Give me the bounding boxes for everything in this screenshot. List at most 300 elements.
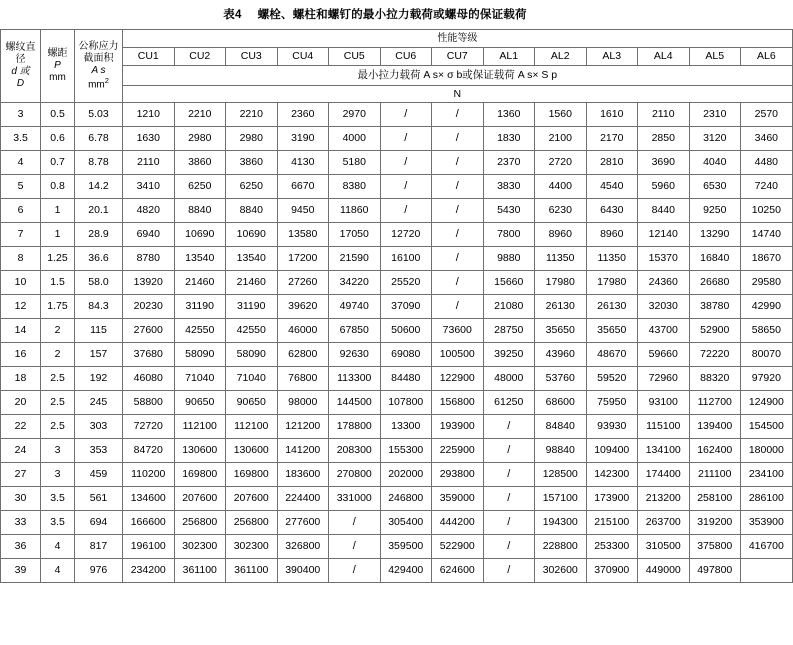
cell-load-al2: 68600 bbox=[535, 391, 587, 415]
cell-load-cu4: 224400 bbox=[277, 487, 329, 511]
cell-load-al6: 180000 bbox=[741, 439, 793, 463]
cell-load-cu3: 13540 bbox=[226, 247, 278, 271]
cell-load-al5: 88320 bbox=[689, 367, 741, 391]
header-grade-cu4: CU4 bbox=[277, 48, 329, 66]
cell-load-al4: 2110 bbox=[638, 103, 690, 127]
cell-stress-area: 561 bbox=[75, 487, 123, 511]
cell-load-al2: 1560 bbox=[535, 103, 587, 127]
cell-load-cu6: / bbox=[380, 175, 432, 199]
cell-load-cu4: 121200 bbox=[277, 415, 329, 439]
cell-load-cu4: 76800 bbox=[277, 367, 329, 391]
cell-load-cu1: 27600 bbox=[123, 319, 175, 343]
cell-load-al1: 5430 bbox=[483, 199, 535, 223]
header-grade-cu2: CU2 bbox=[174, 48, 226, 66]
cell-load-al1: / bbox=[483, 439, 535, 463]
cell-thread-diameter: 33 bbox=[1, 511, 41, 535]
cell-load-cu3: 8840 bbox=[226, 199, 278, 223]
cell-load-al3: 142300 bbox=[586, 463, 638, 487]
cell-load-cu5: / bbox=[329, 511, 381, 535]
cell-stress-area: 28.9 bbox=[75, 223, 123, 247]
table-row bbox=[1, 511, 793, 535]
cell-load-al2: 6230 bbox=[535, 199, 587, 223]
cell-load-al5: 258100 bbox=[689, 487, 741, 511]
cell-load-al1: 1360 bbox=[483, 103, 535, 127]
cell-load-al5: 26680 bbox=[689, 271, 741, 295]
cell-load-cu4: 62800 bbox=[277, 343, 329, 367]
cell-pitch: 3 bbox=[41, 439, 75, 463]
cell-load-cu2: 302300 bbox=[174, 535, 226, 559]
cell-load-al2: 17980 bbox=[535, 271, 587, 295]
cell-load-cu5: 178800 bbox=[329, 415, 381, 439]
cell-load-cu7: / bbox=[432, 103, 484, 127]
cell-load-cu5: 34220 bbox=[329, 271, 381, 295]
header-thread-diameter: 螺纹直 径 d 或 D bbox=[1, 30, 41, 103]
cell-load-al3: 215100 bbox=[586, 511, 638, 535]
cell-load-cu7: / bbox=[432, 151, 484, 175]
cell-load-cu7: 122900 bbox=[432, 367, 484, 391]
cell-load-al6: 4480 bbox=[741, 151, 793, 175]
cell-load-cu4: 141200 bbox=[277, 439, 329, 463]
cell-load-cu2: 58090 bbox=[174, 343, 226, 367]
cell-load-cu4: 3190 bbox=[277, 127, 329, 151]
table-row bbox=[1, 295, 793, 319]
table-caption bbox=[0, 0, 750, 29]
cell-load-cu4: 6670 bbox=[277, 175, 329, 199]
cell-load-cu1: 8780 bbox=[123, 247, 175, 271]
table-row bbox=[1, 223, 793, 247]
header-grade-al4: AL4 bbox=[638, 48, 690, 66]
cell-load-al3: 253300 bbox=[586, 535, 638, 559]
table-row bbox=[1, 103, 793, 127]
cell-load-cu3: 90650 bbox=[226, 391, 278, 415]
cell-load-cu4: 326800 bbox=[277, 535, 329, 559]
cell-load-cu6: 25520 bbox=[380, 271, 432, 295]
cell-load-cu3: 302300 bbox=[226, 535, 278, 559]
cell-load-al2: 53760 bbox=[535, 367, 587, 391]
cell-pitch: 3.5 bbox=[41, 511, 75, 535]
cell-load-al5: 9250 bbox=[689, 199, 741, 223]
cell-load-al6: 29580 bbox=[741, 271, 793, 295]
cell-pitch: 1.75 bbox=[41, 295, 75, 319]
cell-load-cu4: 390400 bbox=[277, 559, 329, 583]
cell-load-cu1: 1210 bbox=[123, 103, 175, 127]
cell-load-cu2: 21460 bbox=[174, 271, 226, 295]
cell-stress-area: 694 bbox=[75, 511, 123, 535]
cell-load-al4: 310500 bbox=[638, 535, 690, 559]
cell-stress-area: 115 bbox=[75, 319, 123, 343]
header-grade-al3: AL3 bbox=[586, 48, 638, 66]
header-grade-cu1: CU1 bbox=[123, 48, 175, 66]
cell-load-cu7: / bbox=[432, 199, 484, 223]
cell-load-cu5: 49740 bbox=[329, 295, 381, 319]
spec-table bbox=[0, 29, 793, 583]
cell-load-cu4: 183600 bbox=[277, 463, 329, 487]
table-head bbox=[1, 30, 793, 103]
cell-load-al2: 98840 bbox=[535, 439, 587, 463]
cell-load-cu6: 246800 bbox=[380, 487, 432, 511]
cell-load-cu3: 169800 bbox=[226, 463, 278, 487]
cell-load-cu5: 331000 bbox=[329, 487, 381, 511]
cell-thread-diameter: 8 bbox=[1, 247, 41, 271]
cell-load-al4: 59660 bbox=[638, 343, 690, 367]
cell-stress-area: 353 bbox=[75, 439, 123, 463]
cell-load-al3: 109400 bbox=[586, 439, 638, 463]
cell-stress-area: 245 bbox=[75, 391, 123, 415]
cell-load-cu6: / bbox=[380, 199, 432, 223]
cell-load-cu1: 134600 bbox=[123, 487, 175, 511]
cell-load-al3: 48670 bbox=[586, 343, 638, 367]
cell-load-al6 bbox=[741, 559, 793, 583]
cell-load-cu4: 27260 bbox=[277, 271, 329, 295]
table-title: 螺栓、螺柱和螺钉的最小拉力载荷或螺母的保证载荷 bbox=[257, 9, 527, 21]
cell-load-cu1: 58800 bbox=[123, 391, 175, 415]
cell-load-al3: 173900 bbox=[586, 487, 638, 511]
cell-load-al3: 6430 bbox=[586, 199, 638, 223]
cell-pitch: 0.8 bbox=[41, 175, 75, 199]
table-row bbox=[1, 487, 793, 511]
cell-load-al4: 8440 bbox=[638, 199, 690, 223]
table-row bbox=[1, 391, 793, 415]
cell-load-al2: 4400 bbox=[535, 175, 587, 199]
cell-load-cu3: 2210 bbox=[226, 103, 278, 127]
cell-load-al6: 124900 bbox=[741, 391, 793, 415]
cell-load-al2: 8960 bbox=[535, 223, 587, 247]
cell-load-al5: 319200 bbox=[689, 511, 741, 535]
cell-pitch: 1 bbox=[41, 199, 75, 223]
header-stress-area: 公称应力 截面积 A s $mm^2$ bbox=[75, 30, 123, 103]
cell-load-cu2: 3860 bbox=[174, 151, 226, 175]
cell-load-cu5: 5180 bbox=[329, 151, 381, 175]
cell-load-cu3: 112100 bbox=[226, 415, 278, 439]
header-grade-group: 性能等级 bbox=[123, 30, 793, 48]
cell-load-cu3: 10690 bbox=[226, 223, 278, 247]
cell-load-cu3: 71040 bbox=[226, 367, 278, 391]
cell-load-cu5: 144500 bbox=[329, 391, 381, 415]
cell-load-cu5: 21590 bbox=[329, 247, 381, 271]
table-row bbox=[1, 535, 793, 559]
cell-load-cu3: 207600 bbox=[226, 487, 278, 511]
cell-load-cu1: 72720 bbox=[123, 415, 175, 439]
cell-load-cu3: 6250 bbox=[226, 175, 278, 199]
cell-load-al3: 26130 bbox=[586, 295, 638, 319]
cell-load-al6: 3460 bbox=[741, 127, 793, 151]
cell-load-al3: 11350 bbox=[586, 247, 638, 271]
header-grade-al2: AL2 bbox=[535, 48, 587, 66]
cell-thread-diameter: 12 bbox=[1, 295, 41, 319]
cell-load-al4: 12140 bbox=[638, 223, 690, 247]
cell-load-al3: 93930 bbox=[586, 415, 638, 439]
cell-pitch: 0.5 bbox=[41, 103, 75, 127]
cell-load-cu1: 46080 bbox=[123, 367, 175, 391]
cell-load-al5: 52900 bbox=[689, 319, 741, 343]
cell-load-cu7: / bbox=[432, 223, 484, 247]
cell-load-al4: 449000 bbox=[638, 559, 690, 583]
cell-load-cu4: 39620 bbox=[277, 295, 329, 319]
cell-load-al5: 162400 bbox=[689, 439, 741, 463]
cell-load-cu2: 6250 bbox=[174, 175, 226, 199]
cell-thread-diameter: 20 bbox=[1, 391, 41, 415]
cell-thread-diameter: 4 bbox=[1, 151, 41, 175]
cell-load-al5: 72220 bbox=[689, 343, 741, 367]
cell-load-al2: 157100 bbox=[535, 487, 587, 511]
header-grade-cu3: CU3 bbox=[226, 48, 278, 66]
cell-load-cu7: / bbox=[432, 175, 484, 199]
cell-load-cu7: 624600 bbox=[432, 559, 484, 583]
cell-load-cu5: 17050 bbox=[329, 223, 381, 247]
cell-load-cu6: 13300 bbox=[380, 415, 432, 439]
cell-load-cu7: 225900 bbox=[432, 439, 484, 463]
cell-load-al2: 302600 bbox=[535, 559, 587, 583]
cell-load-al4: 15370 bbox=[638, 247, 690, 271]
cell-thread-diameter: 5 bbox=[1, 175, 41, 199]
cell-load-cu3: 256800 bbox=[226, 511, 278, 535]
cell-thread-diameter: 27 bbox=[1, 463, 41, 487]
table-row bbox=[1, 439, 793, 463]
cell-load-al4: 93100 bbox=[638, 391, 690, 415]
cell-load-al1: / bbox=[483, 535, 535, 559]
cell-load-cu1: 6940 bbox=[123, 223, 175, 247]
cell-load-cu7: / bbox=[432, 127, 484, 151]
cell-load-al1: 3830 bbox=[483, 175, 535, 199]
cell-load-al4: 213200 bbox=[638, 487, 690, 511]
table-row bbox=[1, 463, 793, 487]
header-grade-cu5: CU5 bbox=[329, 48, 381, 66]
cell-pitch: 3.5 bbox=[41, 487, 75, 511]
cell-thread-diameter: 6 bbox=[1, 199, 41, 223]
cell-load-cu4: 17200 bbox=[277, 247, 329, 271]
cell-load-al3: 75950 bbox=[586, 391, 638, 415]
cell-thread-diameter: 24 bbox=[1, 439, 41, 463]
cell-thread-diameter: 22 bbox=[1, 415, 41, 439]
cell-load-cu7: 293800 bbox=[432, 463, 484, 487]
cell-load-cu4: 13580 bbox=[277, 223, 329, 247]
cell-load-cu5: / bbox=[329, 535, 381, 559]
cell-load-cu6: 16100 bbox=[380, 247, 432, 271]
table-body bbox=[1, 103, 793, 583]
table-row bbox=[1, 343, 793, 367]
header-formula: 最小拉力载荷 A s× σ b或保证载荷 A s× S p bbox=[123, 66, 793, 86]
cell-load-cu2: 361100 bbox=[174, 559, 226, 583]
cell-load-al1: 28750 bbox=[483, 319, 535, 343]
cell-load-al6: 58650 bbox=[741, 319, 793, 343]
cell-load-cu2: 71040 bbox=[174, 367, 226, 391]
header-grade-al6: AL6 bbox=[741, 48, 793, 66]
cell-load-cu6: 155300 bbox=[380, 439, 432, 463]
cell-stress-area: 157 bbox=[75, 343, 123, 367]
cell-load-cu6: / bbox=[380, 127, 432, 151]
cell-load-al1: / bbox=[483, 559, 535, 583]
cell-load-cu1: 84720 bbox=[123, 439, 175, 463]
cell-load-al5: 4040 bbox=[689, 151, 741, 175]
cell-thread-diameter: 10 bbox=[1, 271, 41, 295]
cell-load-al3: 4540 bbox=[586, 175, 638, 199]
cell-load-cu5: 8380 bbox=[329, 175, 381, 199]
cell-load-cu6: / bbox=[380, 151, 432, 175]
cell-stress-area: 84.3 bbox=[75, 295, 123, 319]
cell-load-al5: 497800 bbox=[689, 559, 741, 583]
cell-load-cu2: 42550 bbox=[174, 319, 226, 343]
cell-load-al4: 115100 bbox=[638, 415, 690, 439]
cell-pitch: 3 bbox=[41, 463, 75, 487]
cell-load-cu5: 67850 bbox=[329, 319, 381, 343]
cell-load-al6: 10250 bbox=[741, 199, 793, 223]
table-number: 表4 bbox=[223, 9, 242, 21]
table-row bbox=[1, 271, 793, 295]
cell-load-cu6: 359500 bbox=[380, 535, 432, 559]
cell-load-al5: 16840 bbox=[689, 247, 741, 271]
cell-load-cu7: 359000 bbox=[432, 487, 484, 511]
cell-load-cu2: 256800 bbox=[174, 511, 226, 535]
cell-load-al5: 375800 bbox=[689, 535, 741, 559]
cell-stress-area: 459 bbox=[75, 463, 123, 487]
cell-load-cu5: 4000 bbox=[329, 127, 381, 151]
cell-load-cu4: 9450 bbox=[277, 199, 329, 223]
cell-load-cu5: 270800 bbox=[329, 463, 381, 487]
cell-load-al2: 11350 bbox=[535, 247, 587, 271]
cell-load-al4: 43700 bbox=[638, 319, 690, 343]
cell-load-cu6: 107800 bbox=[380, 391, 432, 415]
cell-load-al5: 2310 bbox=[689, 103, 741, 127]
cell-pitch: 4 bbox=[41, 559, 75, 583]
cell-load-cu1: 4820 bbox=[123, 199, 175, 223]
cell-load-al4: 24360 bbox=[638, 271, 690, 295]
cell-thread-diameter: 3 bbox=[1, 103, 41, 127]
cell-load-cu6: 37090 bbox=[380, 295, 432, 319]
cell-load-al5: 6530 bbox=[689, 175, 741, 199]
cell-load-al6: 14740 bbox=[741, 223, 793, 247]
cell-load-al2: 43960 bbox=[535, 343, 587, 367]
cell-pitch: 0.7 bbox=[41, 151, 75, 175]
cell-pitch: 1.25 bbox=[41, 247, 75, 271]
cell-load-al1: / bbox=[483, 487, 535, 511]
cell-load-al6: 18670 bbox=[741, 247, 793, 271]
cell-load-al2: 228800 bbox=[535, 535, 587, 559]
cell-load-al1: 7800 bbox=[483, 223, 535, 247]
cell-load-cu1: 196100 bbox=[123, 535, 175, 559]
cell-load-al1: 39250 bbox=[483, 343, 535, 367]
cell-load-al1: 9880 bbox=[483, 247, 535, 271]
cell-load-al2: 84840 bbox=[535, 415, 587, 439]
cell-load-cu3: 58090 bbox=[226, 343, 278, 367]
cell-load-al5: 3120 bbox=[689, 127, 741, 151]
cell-load-al4: 32030 bbox=[638, 295, 690, 319]
cell-stress-area: 8.78 bbox=[75, 151, 123, 175]
cell-load-cu6: 84480 bbox=[380, 367, 432, 391]
cell-thread-diameter: 14 bbox=[1, 319, 41, 343]
cell-load-cu5: 113300 bbox=[329, 367, 381, 391]
cell-load-al1: 61250 bbox=[483, 391, 535, 415]
cell-load-al1: 1830 bbox=[483, 127, 535, 151]
cell-load-al3: 59520 bbox=[586, 367, 638, 391]
cell-load-cu4: 2360 bbox=[277, 103, 329, 127]
table-row bbox=[1, 247, 793, 271]
cell-load-cu7: 100500 bbox=[432, 343, 484, 367]
cell-pitch: 1.5 bbox=[41, 271, 75, 295]
cell-load-cu6: / bbox=[380, 103, 432, 127]
cell-load-al1: 15660 bbox=[483, 271, 535, 295]
cell-load-cu2: 207600 bbox=[174, 487, 226, 511]
cell-load-cu4: 46000 bbox=[277, 319, 329, 343]
cell-load-cu2: 2980 bbox=[174, 127, 226, 151]
cell-stress-area: 817 bbox=[75, 535, 123, 559]
cell-load-cu2: 130600 bbox=[174, 439, 226, 463]
cell-load-al4: 5960 bbox=[638, 175, 690, 199]
cell-load-al6: 234100 bbox=[741, 463, 793, 487]
cell-load-al1: / bbox=[483, 415, 535, 439]
cell-load-al5: 13290 bbox=[689, 223, 741, 247]
cell-load-al6: 416700 bbox=[741, 535, 793, 559]
cell-load-al5: 38780 bbox=[689, 295, 741, 319]
cell-stress-area: 5.03 bbox=[75, 103, 123, 127]
cell-load-cu5: / bbox=[329, 559, 381, 583]
cell-load-cu2: 90650 bbox=[174, 391, 226, 415]
table-row bbox=[1, 151, 793, 175]
table-row bbox=[1, 199, 793, 223]
header-unit: N bbox=[123, 86, 793, 103]
cell-load-cu7: 444200 bbox=[432, 511, 484, 535]
cell-pitch: 0.6 bbox=[41, 127, 75, 151]
table-row bbox=[1, 415, 793, 439]
header-grade-al5: AL5 bbox=[689, 48, 741, 66]
cell-load-cu3: 42550 bbox=[226, 319, 278, 343]
cell-load-cu1: 3410 bbox=[123, 175, 175, 199]
cell-load-cu1: 37680 bbox=[123, 343, 175, 367]
cell-load-al6: 7240 bbox=[741, 175, 793, 199]
cell-pitch: 2.5 bbox=[41, 367, 75, 391]
cell-load-cu2: 2210 bbox=[174, 103, 226, 127]
cell-load-al4: 3690 bbox=[638, 151, 690, 175]
cell-load-cu1: 13920 bbox=[123, 271, 175, 295]
cell-load-cu2: 13540 bbox=[174, 247, 226, 271]
cell-pitch: 2.5 bbox=[41, 415, 75, 439]
cell-load-al4: 263700 bbox=[638, 511, 690, 535]
cell-load-cu6: 12720 bbox=[380, 223, 432, 247]
cell-load-al1: / bbox=[483, 463, 535, 487]
cell-stress-area: 192 bbox=[75, 367, 123, 391]
cell-load-cu2: 31190 bbox=[174, 295, 226, 319]
header-grade-al1: AL1 bbox=[483, 48, 535, 66]
cell-pitch: 4 bbox=[41, 535, 75, 559]
cell-load-cu7: / bbox=[432, 271, 484, 295]
cell-load-cu6: 69080 bbox=[380, 343, 432, 367]
cell-load-cu7: 193900 bbox=[432, 415, 484, 439]
cell-load-al5: 139400 bbox=[689, 415, 741, 439]
cell-stress-area: 6.78 bbox=[75, 127, 123, 151]
cell-load-al4: 2850 bbox=[638, 127, 690, 151]
header-pitch: 螺距 P mm bbox=[41, 30, 75, 103]
cell-load-cu2: 8840 bbox=[174, 199, 226, 223]
cell-stress-area: 58.0 bbox=[75, 271, 123, 295]
cell-load-cu6: 50600 bbox=[380, 319, 432, 343]
cell-load-al3: 1610 bbox=[586, 103, 638, 127]
header-grade-cu7: CU7 bbox=[432, 48, 484, 66]
table-row bbox=[1, 319, 793, 343]
cell-load-cu3: 3860 bbox=[226, 151, 278, 175]
cell-load-al2: 2720 bbox=[535, 151, 587, 175]
cell-load-al3: 2170 bbox=[586, 127, 638, 151]
cell-load-al4: 174400 bbox=[638, 463, 690, 487]
cell-pitch: 2.5 bbox=[41, 391, 75, 415]
cell-load-cu1: 166600 bbox=[123, 511, 175, 535]
cell-pitch: 2 bbox=[41, 319, 75, 343]
cell-thread-diameter: 36 bbox=[1, 535, 41, 559]
cell-pitch: 1 bbox=[41, 223, 75, 247]
cell-thread-diameter: 7 bbox=[1, 223, 41, 247]
cell-load-al4: 134100 bbox=[638, 439, 690, 463]
cell-thread-diameter: 16 bbox=[1, 343, 41, 367]
cell-thread-diameter: 3.5 bbox=[1, 127, 41, 151]
cell-load-al2: 128500 bbox=[535, 463, 587, 487]
